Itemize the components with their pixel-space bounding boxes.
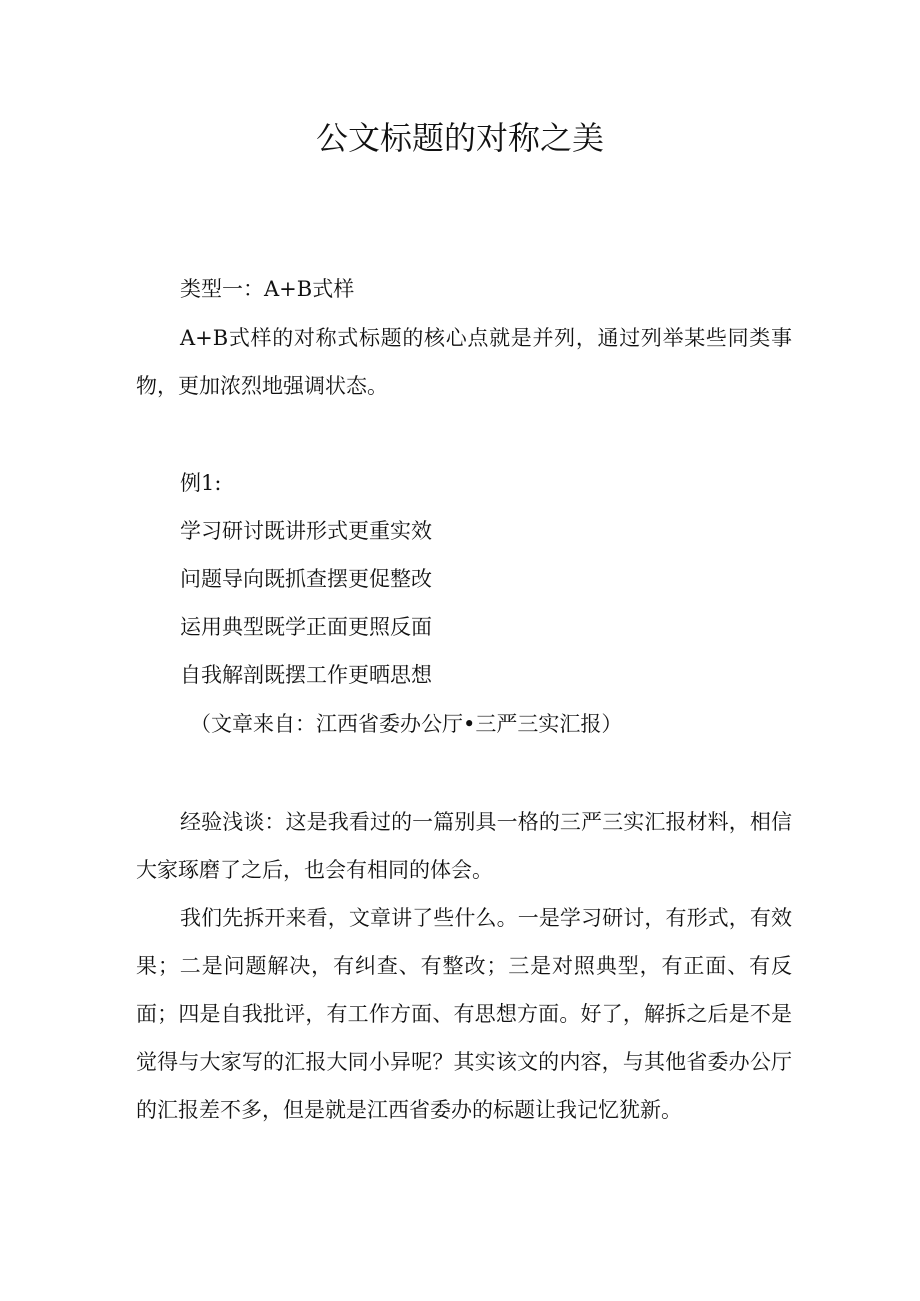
analysis-paragraph: 我们先拆开来看，文章讲了些什么。一是学习研讨，有形式，有效果；二是问题解决，有纠查、有整改；三是对照典型，有正面、有反面；四是自我批评，有工作方面、有思想方面。好了，解拆之后是不是觉得与大家写的汇报大同小异呢？其实该文的内容，与其他省委办公厅的汇报差不多，但是就是江西省委办的标题让我记忆犹新。 [136, 906, 792, 1122]
document-title: 公文标题的对称之美 [315, 119, 604, 157]
example-line: 学习研讨既讲形式更重实效 [180, 519, 432, 543]
intro-paragraph: A+B式样的对称式标题的核心点就是并列，通过列举某些同类事物，更加浓烈地强调状态。 [136, 326, 792, 398]
experience-paragraph: 经验浅谈：这是我看过的一篇别具一格的三严三实汇报材料，相信大家琢磨了之后，也会有相同的体会。 [136, 810, 792, 882]
example-line: 问题导向既抓查摆更促整改 [180, 567, 432, 591]
example-line: 运用典型既学正面更照反面 [180, 615, 432, 639]
type-heading: 类型一：A+B式样 [180, 277, 355, 301]
example-line: 自我解剖既摆工作更晒思想 [180, 663, 432, 687]
source-note: （文章来自：江西省委办公厅•三严三实汇报） [190, 712, 623, 736]
example-label: 例1: [180, 471, 222, 495]
